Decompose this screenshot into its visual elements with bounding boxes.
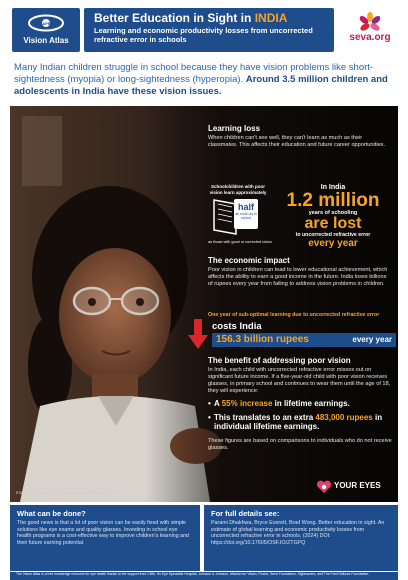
benefit-text: In India, each child with uncorrected refractive error misses out on significant future income. If a five-year-old child with poor vision receives glasses, in primary school and continues to wear them until the age of 18, they will experience: [208, 367, 391, 394]
economic-text: Poor vision in children can lead to lower educational achievement, which affects the ability to earn a good income in the future. India loses billions of rupees every year from failing to address vision problems in children. [208, 267, 388, 287]
learning-loss-text: When children can't see well, they can't learn as much as their classmates. This affects their education and future career opportunities. [208, 135, 386, 148]
logo-text: Vision Atlas [23, 36, 69, 45]
title-box [84, 8, 334, 52]
intro-text: Many Indian children struggle in school because they have vision problems like short-sightedness (myopia) or long-sightedness (hyperopia). Around 3.5 million children and adolescents in India have these vision issues. [14, 62, 388, 97]
every-year: every year [308, 238, 358, 249]
eye-icon [26, 14, 66, 32]
benefit-section [208, 356, 392, 452]
full-details-box [204, 505, 398, 571]
costs-amount: 156.3 billion rupees [216, 334, 309, 345]
learning-loss-infographic [208, 184, 392, 248]
your-eyes-text: YOUR EYES [334, 481, 381, 490]
country-name: INDIA [254, 11, 288, 25]
benefit-bullet-2: • This translates to an extra 483,000 rupees in individual lifetime earnings. [208, 413, 392, 432]
costs-india: costs India [212, 321, 262, 332]
full-details-text[interactable]: Parami Dhakhwa, Bryce Everett, Brad Wong. Better education in sight. An estimate of global learning and economic productivity losses from uncorrected refractive error in schools. (2024) DOI: https://doi.org/10.17605/OSF.IO/ZTGPQ [211, 520, 385, 546]
costs-heading: One year of sub-optimal learning due to uncorrected refractive error [208, 312, 380, 318]
down-arrow-icon [188, 319, 208, 349]
costs-band [212, 333, 396, 347]
half-small: as much as in school [235, 212, 257, 220]
full-details-heading: For full details see: [211, 509, 280, 518]
main-panel [10, 106, 398, 502]
learning-loss-sub-bottom: as those with good or corrected vision [208, 240, 272, 244]
seva-logo[interactable] [340, 12, 400, 48]
economic-section [208, 256, 392, 288]
photo-credit: Image by Bharath Balasubramaniam courtesy of IAPB [16, 490, 124, 495]
page-title: Better Education in Sight in INDIA [94, 11, 288, 25]
footer-text: The Vision Atlas is a free knowledge resource for eye health thanks to the support from CBM, Ho Eye Specialist Hospital, Johnson & Johnson, Mission for Vision, Roche, Seva Foundation, Sightsavers, and The Fred Hollows Foundation. [16, 572, 370, 576]
seva-flower-icon [340, 12, 400, 32]
footer [10, 572, 398, 580]
half-big: half [237, 202, 254, 212]
costs-block [182, 312, 396, 350]
benefit-note: These figures are based on comparisons to individuals who do not receive glasses. [208, 437, 392, 451]
learning-loss-section [208, 124, 392, 149]
in-india-stats [274, 184, 392, 249]
benefit-heading: The benefit of addressing poor vision [208, 356, 351, 365]
seva-text: seva.org [349, 32, 391, 43]
learning-loss-sub-top: Schoolchildren with poor vision learn approximately [209, 184, 267, 195]
years-text: years of schooling [308, 210, 358, 216]
benefit-bullet-1: • A 55% increase in lifetime earnings. [208, 399, 392, 409]
page-subtitle: Learning and economic productivity losses from uncorrected refractive error in schools [94, 26, 313, 44]
half-badge [234, 199, 258, 229]
learning-loss-heading: Learning loss [208, 124, 261, 133]
iapb-logo[interactable] [12, 8, 80, 52]
big-number: 1.2 million [286, 190, 380, 211]
what-done-heading: What can be done? [17, 509, 86, 518]
logo-name: IAPB [41, 21, 51, 26]
are-lost: are lost [304, 215, 362, 232]
costs-every-year: every year [352, 335, 392, 344]
what-can-be-done-box [10, 505, 200, 571]
your-eyes-logo[interactable] [316, 480, 396, 494]
to-error: to uncorrected refractive error [295, 232, 371, 238]
heart-icon [316, 480, 332, 494]
in-india-label: In India [320, 184, 346, 191]
intro-bold: Around 3.5 million children and adolescents in India have these vision issues. [14, 74, 388, 97]
economic-heading: The economic impact [208, 256, 290, 265]
what-done-text: The good news is that a lot of poor vision can be easily fixed with simple solutions like eye exams and quality glasses. Investing in school eye health programs is a cost-effective way to improve children's learning and their future earning potential. [17, 520, 189, 546]
header [0, 0, 408, 56]
